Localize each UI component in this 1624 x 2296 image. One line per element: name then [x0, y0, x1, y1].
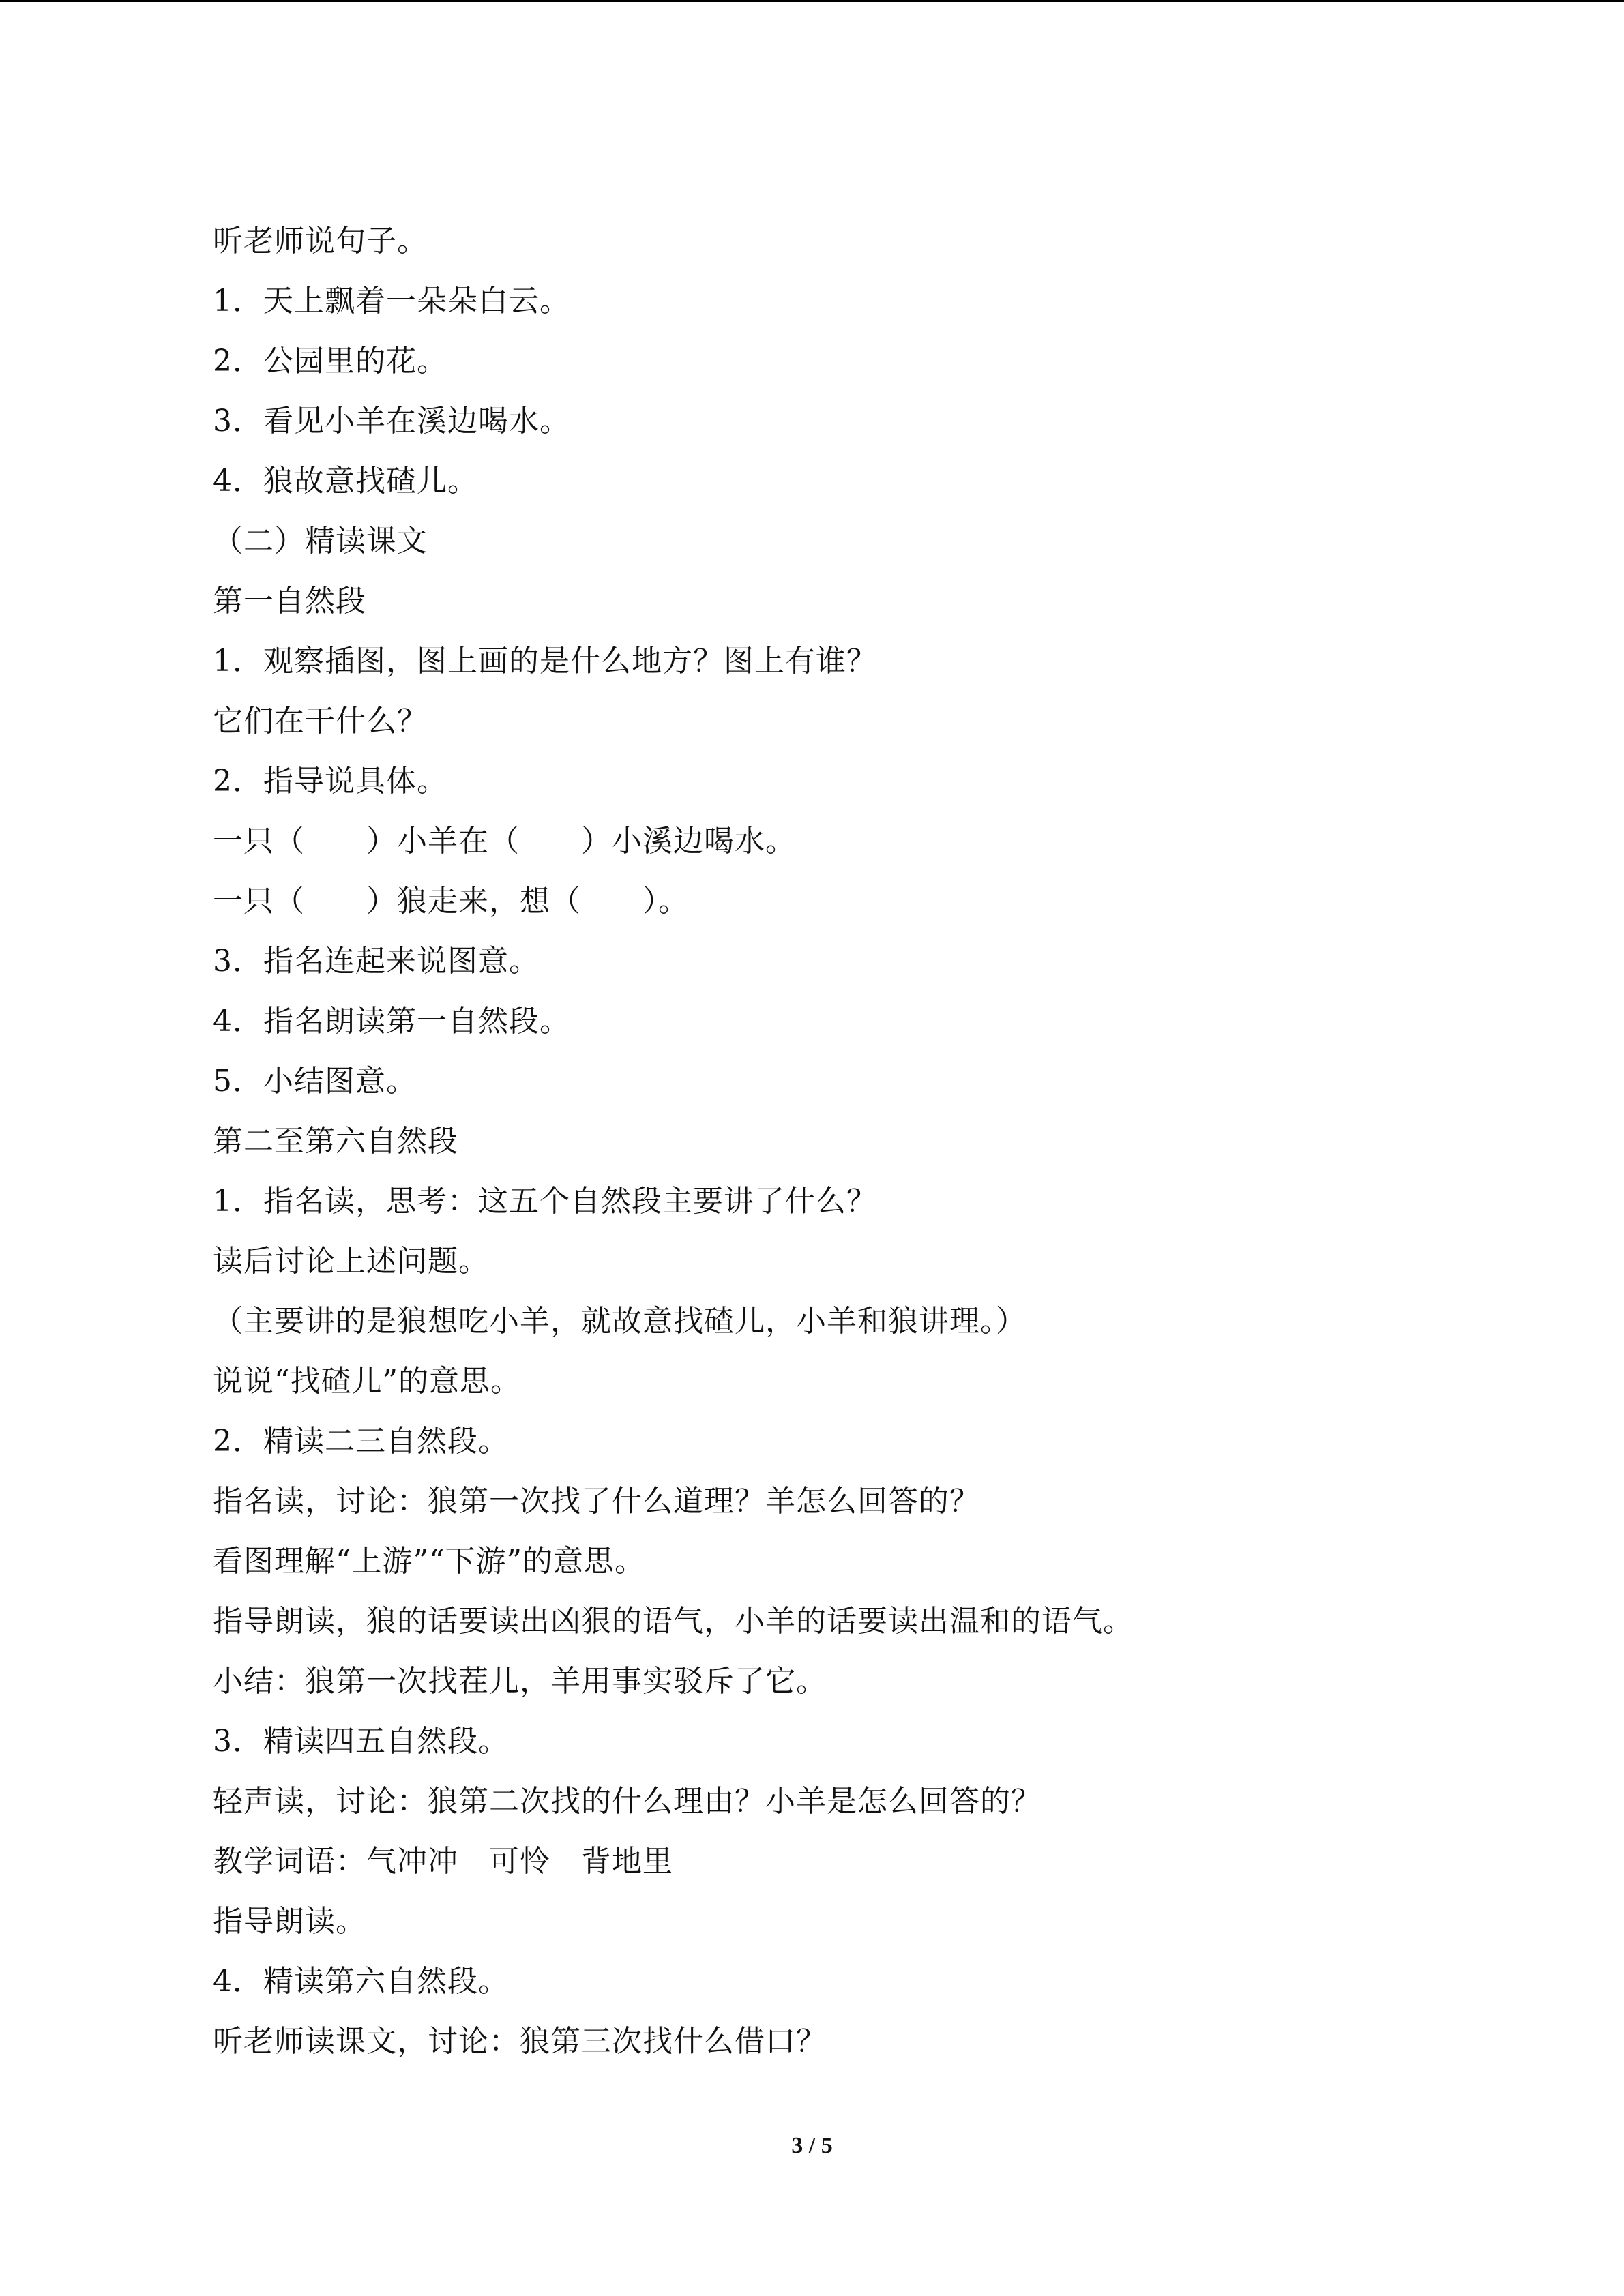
- text-line: 3．指名连起来说图意。: [213, 944, 540, 979]
- document-body: [213, 211, 1441, 2072]
- text-line: 4．精读第六自然段。: [213, 1964, 509, 1999]
- text-line: 听老师读课文，讨论：狼第三次找什么借口？: [213, 2024, 827, 2059]
- text-line: 4．指名朗读第一自然段。: [213, 1004, 570, 1039]
- text-line: 2．公园里的花。: [213, 344, 447, 378]
- text-line: 1．观察插图，图上画的是什么地方？图上有谁？: [213, 644, 877, 679]
- text-line: 一只（ ）小羊在（ ）小溪边喝水。: [213, 824, 796, 859]
- text-line: 一只（ ）狼走来，想（ ）。: [213, 884, 689, 919]
- text-line: 小结：狼第一次找茬儿，羊用事实驳斥了它。: [213, 1664, 827, 1699]
- text-line: 轻声读，讨论：狼第二次找的什么理由？小羊是怎么回答的？: [213, 1784, 1042, 1819]
- text-line: 4．狼故意找碴儿。: [213, 464, 478, 498]
- text-line: 指导朗读，狼的话要读出凶狠的语气，小羊的话要读出温和的语气。: [213, 1604, 1134, 1639]
- text-line: 读后讨论上述问题。: [213, 1244, 489, 1279]
- text-line: 教学词语：气冲冲 可怜 背地里: [213, 1844, 673, 1879]
- subsection-heading: 第一自然段: [213, 584, 366, 618]
- text-line: 5．小结图意。: [213, 1064, 417, 1099]
- text-line: 指名读，讨论：狼第一次找了什么道理？羊怎么回答的？: [213, 1484, 980, 1519]
- text-line: （主要讲的是狼想吃小羊，就故意找碴儿，小羊和狼讲理。）: [213, 1304, 1027, 1339]
- text-line: 3．精读四五自然段。: [213, 1724, 509, 1759]
- text-line: 说说“找碴儿”的意思。: [213, 1364, 521, 1399]
- top-border: [0, 0, 1624, 2]
- subsection-heading: 第二至第六自然段: [213, 1124, 458, 1159]
- text-line: 听老师说句子。: [213, 224, 428, 258]
- text-line: 指导朗读。: [213, 1904, 366, 1939]
- section-heading: （二）精读课文: [213, 524, 428, 558]
- text-line: 1．天上飘着一朵朵白云。: [213, 284, 570, 318]
- text-line: 3．看见小羊在溪边喝水。: [213, 404, 570, 438]
- text-line: 看图理解“上游”“下游”的意思。: [213, 1544, 645, 1579]
- text-line: 它们在干什么？: [213, 704, 428, 739]
- text-line: 2．精读二三自然段。: [213, 1424, 509, 1459]
- text-line: 1．指名读，思考：这五个自然段主要讲了什么？: [213, 1184, 877, 1219]
- page-number: 3 / 5: [791, 2133, 833, 2158]
- text-line: 2．指导说具体。: [213, 764, 447, 799]
